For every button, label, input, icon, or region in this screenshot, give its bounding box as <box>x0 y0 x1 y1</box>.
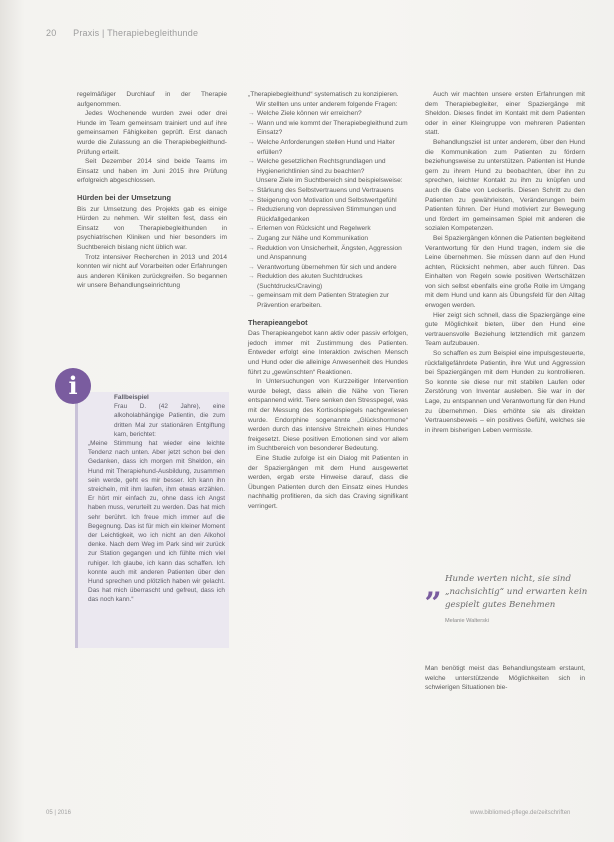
paragraph: Unsere Ziele im Suchtbereich sind beispielsweise: <box>256 177 403 185</box>
question-list <box>248 109 408 176</box>
footer-issue: 05 | 2016 <box>46 810 71 816</box>
page-number: 20 <box>46 28 57 38</box>
box-title: Fallbeispiel <box>114 394 149 401</box>
section-heading: Therapieangebot <box>248 317 308 327</box>
list-item: → Erlernen von Rücksicht und Regelwerk <box>248 224 408 234</box>
box-lead: Frau D. (42 Jahre), eine alkoholabhängige Patientin, die zum dritten Mal zur stationären Entgiftung kam, berichtet: <box>114 403 225 438</box>
running-header <box>46 28 198 38</box>
paragraph: Wir stellten uns unter anderem folgende Fragen: <box>256 100 398 108</box>
info-icon: i <box>55 368 91 404</box>
quote-author: Melanie Walterski <box>445 618 489 624</box>
goal-list <box>248 186 408 311</box>
paragraph: Behandlungsziel ist unter anderem, über den Hund die Kommunikation zum Patienten zu fördern beziehungsweise zu unterstützen. Patienten ist Hunde gern zu ihrem Hund zu beobachten, über ihn zu sprechen, leichter Kontakt zu ihm zu knüpfen und auch die Gabe von Leckerlis. Diesen Schritt zu den Patienten zu gewährleisten, Veränderungen beim Patienten führen. Der Hund motiviert zur Bewegung und fördert im gemeinsamen Spiel mit anderen die sozialen Kompetenzen. <box>425 138 585 233</box>
list-item: → gemeinsam mit dem Patienten Strategien zur Prävention erarbeiten. <box>248 291 408 310</box>
paragraph: So schaffen es zum Beispiel eine impulsgesteuerte, rückfallgefährdete Patientin, ihre Wut und Aggression bei Spaziergängen mit dem Hunden zu kontrollieren. So konnte sie diese nur mit stabilen Laufen oder Zerstörung von Inventar ausleben. Sie war in der Lage, zu entspannen und Verantwortung für den Hund zu übernehmen. Dies erhöhte sie als direkten Vertrauensbeweis – ein positives Gefühl, welches sie in ihrem bisherigen Leben vermisste. <box>425 350 585 434</box>
box-body: „Meine Stimmung hat wieder eine leichte Tendenz nach unten. Aber jetzt schon bei den Gedanken, dass ich morgen mit Sheldon, ein Hund mit Therapiehund-Ausbildung, zusammen sein werde, geht es mir besser. Ich kann ihn streicheln, mit ihm laufen, ihm etwas erzählen. Er hört mir einfach zu, ohne dass ich Angst haben muss, verurteilt zu werden. Das hat mich sehr berührt. Ich freue mich immer auf die Begegnung. Das ist für mich ein kleiner Moment der Leichtigkeit, wo ich nicht an den Alkohol denke. Nach dem Weg im Park sind wir zurück zur Station gegangen und ich fühlte mich viel ruhiger. Ich glaube, ich kann das schaffen. Ich konnte auch mit anderen Patienten über den Hund sprechen und plötzlich haben wir gelacht. Das hat mich überrascht und gefreut, dass ich das noch kann.“ <box>88 440 225 604</box>
paragraph: „Therapiebegleithund“ systematisch zu konzipieren. <box>248 91 399 98</box>
list-item: → Welche gesetzlichen Rechtsgrundlagen und Hygienerichtlinien sind zu beachten? <box>248 157 408 176</box>
paragraph: Trotz intensiver Recherchen in 2013 und 2014 konnten wir nicht auf Vorarbeiten oder Erfahrungen aus anderen Kliniken zurückgreifen. So begannen wir unsere Behandlungseinrichtung <box>77 253 227 290</box>
list-item: → Verantwortung übernehmen für sich und andere <box>248 263 408 273</box>
case-example-box <box>75 392 229 648</box>
pull-quote <box>425 569 593 624</box>
list-item: → Steigerung von Motivation und Selbstwertgefühl <box>248 196 408 206</box>
paragraph: regelmäßiger Durchlauf in der Therapie aufgenommen. <box>77 91 227 108</box>
section-title: Praxis | Therapiebegleithunde <box>73 28 199 38</box>
list-item: → Welche Anforderungen stellen Hund und Halter erfüllen? <box>248 138 408 157</box>
quote-mark-icon: „ <box>425 569 443 604</box>
column-3 <box>425 90 585 435</box>
paragraph: Bis zur Umsetzung des Projekts gab es einige Hürden zu nehmen. Wir stellten fest, dass ein Einsatz von Therapiebegleithunden in psychiatrischen Kliniken und hier besonders im Suchtbereich bislang nicht üblich war. <box>77 205 227 251</box>
list-item: → Stärkung des Selbstvertrauens und Vertrauens <box>248 186 408 196</box>
column-2 <box>248 90 408 512</box>
list-item: → Reduktion des akuten Suchtdruckes (Suchtdrucks/Craving) <box>248 272 408 291</box>
quote-text: Hunde werten nicht, sie sind „nachsichtig“ und erwarten kein gespielt gutes Benehmen <box>445 574 588 610</box>
paragraph: Seit Dezember 2014 sind beide Teams im Einsatz und haben im Juni 2015 ihre Prüfung erfolgreich abgeschlossen. <box>77 158 227 185</box>
paragraph: In Untersuchungen von Kurzzeitiger Intervention wurde belegt, dass allein die Nähe von Tieren entspannend wirkt. Tiere senken den Stresspegel, was mit der Messung des Kortisolspiegels nachgewiesen wurde. Endorphine sogenannte „Glückshormone“ werden durch das intensive Streicheln eines Hundes freigesetzt. Diese positiven Emotionen sind vor allem im Suchtbereich von besonderer Bedeutung. <box>248 378 408 453</box>
paragraph: Das Therapieangebot kann aktiv oder passiv erfolgen, jedoch immer mit Zustimmung des Patienten. Entweder erfolgt eine Interaktion zwischen Mensch und Hund oder die alleinige Anwesenheit des Hundes führt zu „gewünschten“ Reaktionen. <box>248 330 408 376</box>
list-item: → Wann und wie kommt der Therapiebegleithund zum Einsatz? <box>248 119 408 138</box>
paragraph: Eine Studie zufolge ist ein Dialog mit Patienten in der Spaziergängen mit dem Hund ausgewertet werden, ergab erste Hinweise darauf, dass die Übungen Patienten durch den Einsatz eines Hundes nachhaltig profitieren, da sich das Craving signifikant verringert. <box>248 454 408 510</box>
list-item: → Reduktion von Unsicherheit, Ängsten, Aggression und Anspannung <box>248 244 408 263</box>
footer-url: www.bibliomed-pflege.de/zeitschriften <box>470 810 571 816</box>
list-item: → Reduzierung von depressiven Stimmungen und Rückfallgedanken <box>248 205 408 224</box>
section-heading: Hürden bei der Umsetzung <box>77 192 172 202</box>
column-1 <box>77 90 227 291</box>
paragraph: Hier zeigt sich schnell, dass die Spaziergänge eine gute Möglichkeit bieten, über den Hund eine vertrauensvolle Beziehung letztendlich mit ganzem Team aufzubauen. <box>425 311 585 348</box>
list-item: → Welche Ziele können wir erreichen? <box>248 109 408 119</box>
paragraph: Auch wir machten unsere ersten Erfahrungen mit dem Therapiebegleiter, einer Spaziergänge mit Sheldon. Dieses findet im Kontakt mit dem Patienten oder in einer Kleingruppe von mehreren Patienten statt. <box>425 91 585 137</box>
paragraph: Bei Spaziergängen können die Patienten begleitend Verantwortung für den Hund tragen, indem sie die Leine übernehmen. Sie müssen dann auf den Hund achten, Rücksicht nehmen, aber auch führen. Das Einhalten von Regeln sowie positiven Wertschätzen von sich selbst ebenfalls eine große Rolle im Umgang mit dem Hund und kann als Übungsfeld für den Alltag erwogen werden. <box>425 234 585 310</box>
list-item: → Zugang zur Nähe und Kommunikation <box>248 234 408 244</box>
paragraph: Jedes Wochenende wurden zwei oder drei Hunde im Team gemeinsam trainiert und auf ihre gemeinsamen Fähigkeiten geprüft. Erst danach wurde die Zulassung an die Therapiebegleithund-Prüfung erteilt. <box>77 110 227 156</box>
paragraph: Man benötigt meist das Behandlungsteam erstaunt, welche unterstützende Möglichkeiten sich in schwierigen Situationen bie- <box>425 665 585 692</box>
